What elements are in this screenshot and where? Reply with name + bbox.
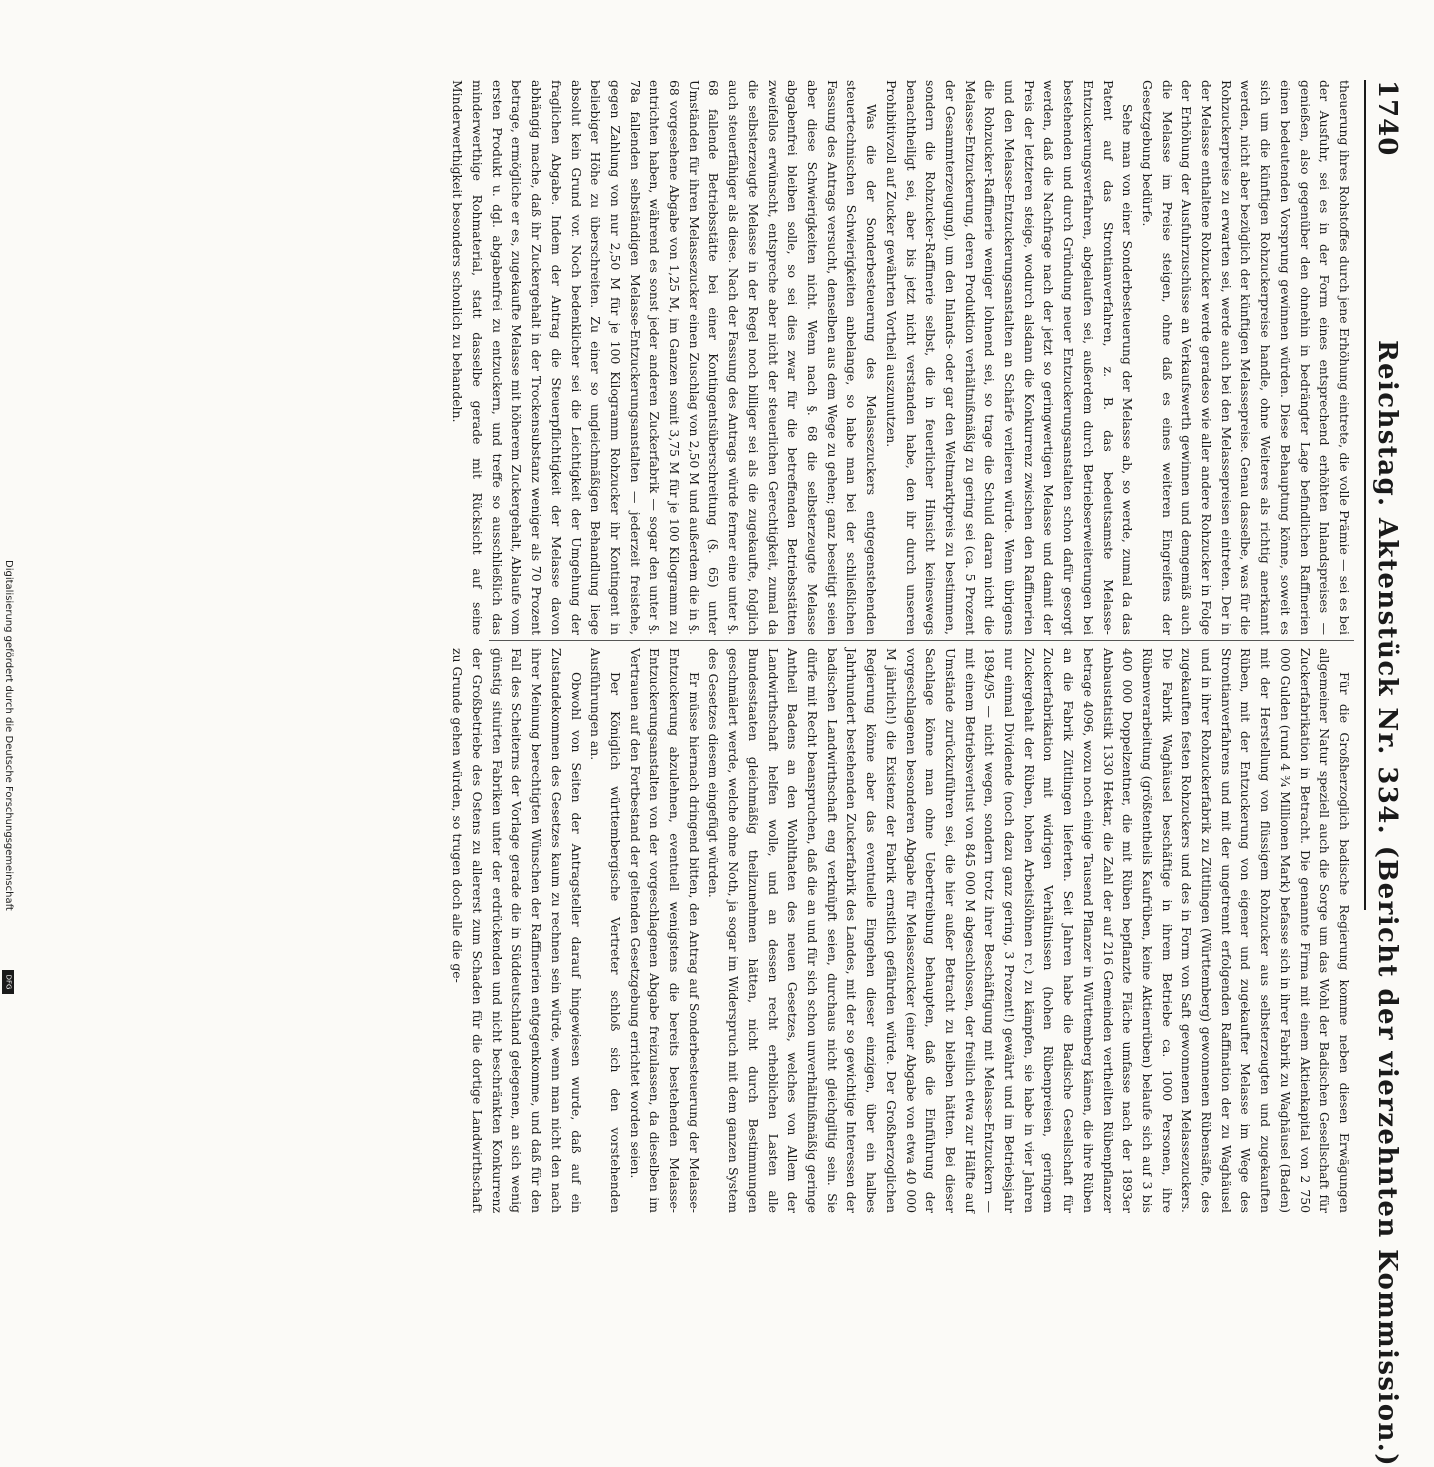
paragraph: Was die der Sonderbesteuerung des Melassezuckers entgegenstehenden steuertechnischen Schwierigkeiten anbelange, so habe man bei der schließlichen Fassung des Antrags versucht, denselben aus dem Wege zu gehen; ganz beseitigt seien aber diese Schwierigkeiten nicht. Wenn nach §. 68 die selbsterzeugte Melasse abgabenfrei bleiben solle, so sei dies zwar für die betreffenden Betriebsstätten zweifellos erwünscht, entspreche aber nicht der steuerlichen Gerechtigkeit, zumal da die selbsterzeugte Melasse in der Regel noch billiger sei als die zugekaufte, folglich auch steuerfähiger als diese. Nach der Fassung des Antrags würde ferner eine unter §. 68 fallende Betriebsstätte bei einer Kontingentsüberschreitung (§. 65) unter Umständen für ihren Melassezucker einen Zuschlag von 2,50 M und außerdem die in §. 68 vorgesehene Abgabe von 1,25 M, im Ganzen somit 3,75 M für je 100 Kilogramm zu entrichten haben, während es sonst jeder anderen Zuckerfabrik — sogar den unter §. 78a fallenden selbständigen Melasse-Entzuckerungsanstalten — jederzeit freistehe, gegen Zahlung von nur 2,50 M für je 100 Kilogramm Rohzucker ihr Kontingent in beliebiger Höhe zu überschreiten. Zu einer so ungleichmäßigen Behandlung liege absolut kein Grund vor. Noch bedenklicher sei die Leichtigkeit der Umgehung der fraglichen Abgabe. Indem der Antrag die Steuerpflichtigkeit der Melasse davon abhängig mache, daß ihr Zuckergehalt in der Trockensubstanz weniger als 70 Prozent betrage, ermögliche er es, zugekaufte Melasse mit höherem Zuckergehalt, Ablaufe vom ersten Produkt u. dgl. abgabenfrei zu entzuckern, und treffe so ausschließlich das minderwerthige Rohmaterial, statt dasselbe gerade mit Rücksicht auf seine Minderwerthigkeit besonders schonlich zu behandeln. [450,80,880,635]
paragraph: Der Königlich württembergische Vertreter schloß sich den vorstehenden Ausführungen an. [588,648,623,1213]
paragraph: Obwohl von Seiten der Antragsteller darauf hingewiesen wurde, daß auf ein Zustandekommen des Gesetzes kaum zu rechnen sein würde, wenn man nicht den nach ihrer Meinung berechtigten Wünschen der Raffinerien entgegenkomme, und daß für den Fall des Scheiterns der Vorlage gerade die in Süddeutschland gelegenen, an sich wenig günstig situirten Fabriken unter der erdrückenden und nicht beschränkten Konkurrenz der Großbetriebe des Ostens zu allererst zum Schaden für die dortige Landwirthschaft zu Grunde gehen würden, so trugen doch alle die ge- [450,648,584,1213]
right-column [448,648,1354,1213]
paragraph: theuerung ihres Rohstoffes durch jene Erhöhung eintrete, die volle Prämie — sei es bei der Ausfuhr, sei es in der Form eines entsprechend erhöhten Inlandspreises — genießen, also gegenüber den ohnehin in bedrängter Lage befindlichen Raffinerien einen bedeutenden Vorsprung gewinnen würden. Diese Behauptung könne, soweit es sich um die künftigen Rohzuckerpreise handle, ohne Weiteres als richtig anerkannt werden, nicht aber bezüglich der künftigen Melassepreise. Genau dasselbe, was für die Rohzuckerpreise zu erwarten sei, werde auch bei den Melassepreisen eintreten. Der in der Melasse enthaltene Rohzucker werde geradeso wie aller andere Rohzucker in Folge der Erhöhung der Ausfuhrzuschüsse an Verkaufswerth gewinnen und demgemäß auch die Melasse im Preise steigen, ohne daß es eines weiteren Eingreifens der Gesetzgebung bedürfe. [1139,80,1352,635]
left-column [448,80,1354,635]
page-title: Reichstag. Aktenstück Nr. 334. (Bericht der vierzehnten Kommission.) [1372,340,1402,1467]
column-divider [489,640,1354,641]
paragraph: Für die Großherzoglich badische Regierung komme neben diesen Erwägungen allgemeiner Natur speziell auch die Sorge um das Wohl der Badischen Gesellschaft für Zuckerfabrikation in Betracht. Die genannte Firma mit einem Aktienkapital von 2 750 000 Gulden (rund 4 ¾ Millionen Mark) befasse sich in ihrer Fabrik zu Waghäusel (Baden) mit der Herstellung von flüssigem Rohzucker aus selbsterzeugten und zugekauften Rüben, mit der Entzuckerung von eigener und zugekaufter Melasse im Wege des Strontianverfahrens und mit der ungetrennt erfolgenden Raffination der zu Waghäusel und in ihrer Rohzuckerfabrik zu Züttlingen (Württemberg) gewonnenen Rübensäfte, des zugekauften festen Rohzuckers und des in Form von Saft gewonnenen Melassezuckers. Die Fabrik Waghäusel beschäftige in ihrem Betriebe ca. 1000 Personen, ihre Rübenverarbeitung (größtentheils Kaufrüben, keine Aktienrüben) belaufe sich auf 3 bis 400 000 Doppelzentner, die mit Rüben bepflanzte Fläche umfasse nach der 1893er Anbaustatistik 1330 Hektar, die Zahl der auf 216 Gemeinden vertheilten Rübenpflanzer betrage 4096, wozu noch einige Tausend Pflanzer in Württemberg kämen, die ihre Rüben an die Fabrik Züttlingen lieferten. Seit Jahren habe die Badische Gesellschaft für Zuckerfabrikation mit widrigen Verhältnissen (hohen Rübenpreisen, geringem Zuckergehalt der Rüben, hohen Arbeitslöhnen rc.) zu kämpfen, sie habe in vier Jahren nur einmal Dividende (noch dazu ganz gering, 3 Prozent!) gewährt und im Betriebsjahr 1894/95 — nicht wegen, sondern trotz ihrer Beschäftigung mit Melasse-Entzuckern — mit einem Betriebsverlust von 845 000 M abgeschlossen, der freilich etwa zur Hälfte auf Umstände zurückzuführen sei, die hier außer Betracht zu bleiben hätten. Bei dieser Sachlage könne man ohne Uebertreibung behaupten, daß die Einführung der vorgeschlagenen besonderen Abgabe für Melassezucker (einer Abgabe von etwa 40 000 M jährlich!) die Existenz der Fabrik ernstlich gefährden würde. Der Großherzoglichen Regierung könne aber das eventuelle Eingehen dieser einzigen, über ein halbes Jahrhundert bestehenden Zuckerfabrik des Landes, mit der so gewichtige Interessen der badischen Landwirthschaft eng verknüpft seien, durchaus nicht gleichgiltig sein. Sie dürfe mit Recht beanspruchen, daß die an und für sich schon unverhältnißmäßig geringe Antheil Badens an den Wohlthaten des neuen Gesetzes, welches von Allem der Landwirthschaft helfen wolle, und an dessen recht erheblichen Lasten alle Bundesstaaten gleichmäßig theilzunehmen hätten, nicht durch Bestimmungen geschmälert werde, welche ohne Noth, ja sogar im Widerspruch mit dem ganzen System des Gesetzes diesem eingefügt würden. [706,648,1352,1213]
page-number: 1740 [1372,80,1402,157]
dfg-logo-text: DFG [4,974,12,990]
digitization-note: Digitalisierung gefördert durch die Deutsche Forschungsgemeinschaft [3,560,14,911]
page-header [1364,80,1406,1467]
digitization-footer [0,560,16,1000]
paragraph: Sehe man von einer Sonderbesteuerung der Melasse ab, so werde, zumal da das Patent auf das Strontianverfahren, z. B. das bedeutsamste Melasse-Entzuckerungsverfahren, abgelaufen sei, außerdem durch Betriebserweiterungen bei bestehenden und durch Gründung neuer Entzuckerungsanstalten schon dafür gesorgt werden, daß die Nachfrage nach der jetzt so geringwertigen Melasse und damit der Preis der letzteren steige, wodurch alsdann die Konkurrenz zwischen den Raffinerien und den Melasse-Entzuckerungsanstalten an Schärfe verlieren würde. Wenn übrigens die Rohzucker-Raffinerie weniger lohnend sei, so trage die Schuld daran nicht die Melasse-Entzuckerung, deren Produktion verhältnißmäßig zu gering sei (ca. 5 Prozent der Gesammterzeugung), um den Inlands- oder gar den Weltmarktpreis zu bestimmen, sondern die Rohzucker-Raffinerie selbst, die in feuerlicher Hinsicht keineswegs benachtheiligt sei, aber bis jetzt nicht verstanden habe, den ihr durch unseren Prohibitivzoll auf Zucker gewährten Vortheil auszunutzen. [883,80,1136,635]
dfg-logo [2,970,14,994]
paragraph: Er müsse hiernach dringend bitten, den Antrag auf Sonderbesteuerung der Melasse-Entzuckerung abzulehnen, eventuell wenigstens die bereits bestehenden Melasse-Entzuckerungsanstalten von der vorgeschlagenen Abgabe freizulassen, da dieselben im Vertrauen auf den Fortbestand der geltenden Gesetzgebung errichtet worden seien. [627,648,702,1213]
